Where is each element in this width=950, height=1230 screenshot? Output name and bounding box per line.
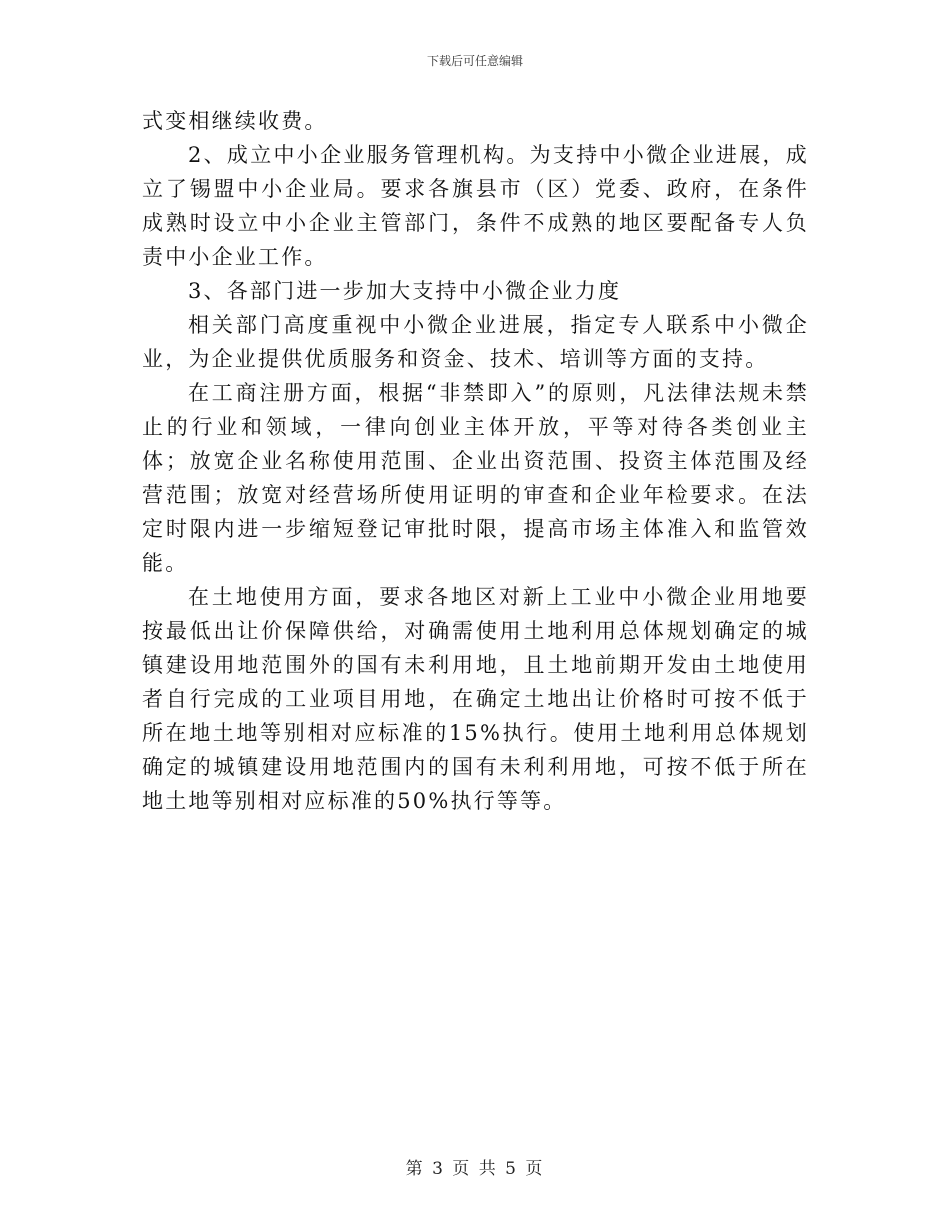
document-body <box>142 104 809 818</box>
paragraph-continuation: 式变相继续收费。 <box>142 109 328 133</box>
paragraph-item-2: 2、成立中小企业服务管理机构。为支持中小微企业进展，成立了锡盟中小企业局。要求各旗县市（区）党委、政府，在条件成熟时设立中小企业主管部门，条件不成熟的地区要配备专人负责中小企业工作。 <box>142 143 809 269</box>
paragraph-item-3-heading: 3、各部门进一步加大支持中小微企业力度 <box>188 279 622 303</box>
paragraph-department-support: 相关部门高度重视中小微企业进展，指定专人联系中小微企业，为企业提供优质服务和资金、技术、培训等方面的支持。 <box>142 313 809 371</box>
page-number-footer: 第 3 页 共 5 页 <box>405 1159 545 1179</box>
page-header: 下载后可任意编辑 <box>426 54 523 68</box>
paragraph-business-registration: 在工商注册方面，根据“非禁即入”的原则，凡法律法规未禁止的行业和领域，一律向创业主体开放，平等对待各类创业主体；放宽企业名称使用范围、企业出资范围、投资主体范围及经营范围；放宽对经营场所使用证明的审查和企业年检要求。在法定时限内进一步缩短登记审批时限，提高市场主体准入和监管效能。 <box>142 381 809 575</box>
paragraph-land-use: 在土地使用方面，要求各地区对新上工业中小微企业用地要按最低出让价保障供给，对确需使用土地利用总体规划确定的城镇建设用地范围外的国有未利用地，且土地前期开发由土地使用者自行完成的工业项目用地，在确定土地出让价格时可按不低于所在地土地等别相对应标准的15%执行。使用土地利用总体规划确定的城镇建设用地范围内的国有未利利用地，可按不低于所在地土地等别相对应标准的50%执行等等。 <box>142 585 809 813</box>
